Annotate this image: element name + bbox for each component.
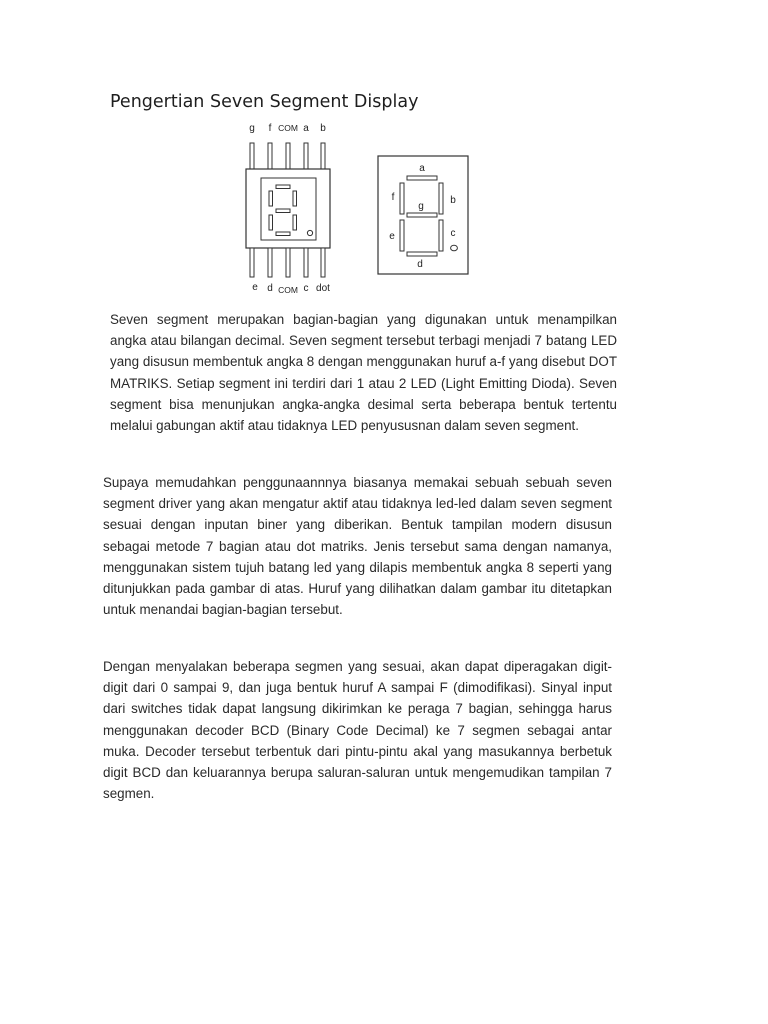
paragraph-2: Supaya memudahkan penggunaannnya biasanya memakai sebuah sebuah seven segment driver yang akan mengatur aktif atau tidaknya led-led dalam seven segment sesuai dengan inputan biner yang diberikan. Bentuk tampilan modern disusun sebagai metode 7 bagian atau dot matriks. Jenis tersebut sama dengan namanya, menggunakan sistem tujuh batang led yang dilapis membentuk angka 8 seperti yang ditunjukkan pada gambar di atas. Huruf yang dilihatkan dalam gambar itu ditetapkan untuk menandai bagian-bagian tersebut. bbox=[103, 475, 612, 618]
pin-label-f: f bbox=[268, 123, 272, 134]
pin-label-com-top: COM bbox=[278, 123, 298, 133]
segment-a bbox=[407, 176, 437, 180]
segment-label-a: a bbox=[419, 163, 425, 174]
pin-label-b: b bbox=[320, 123, 326, 134]
pin-label-com-bottom: COM bbox=[278, 285, 298, 295]
pin-label-g: g bbox=[249, 123, 255, 134]
paragraph-3: Dengan menyalakan beberapa segmen yang sesuai, akan dapat diperagakan digit-digit dari 0 sampai 9, dan juga bentuk huruf A sampai F (dimodifikasi). Sinyal input dari switches tidak dapat langsung dikirimkan ke peraga 7 bagian, sehingga harus menggunakan decoder BCD (Binary Code Decimal) ke 7 segmen sebagai antar muka. Decoder tersebut terbentuk dari pintu-pintu akal yang masukannya berbetuk digit BCD dan keluarannya berupa saluran-saluran untuk mengemudikan tampilan 7 segmen. bbox=[103, 659, 612, 802]
segment-f bbox=[400, 183, 404, 214]
pin-label-c: c bbox=[303, 283, 309, 294]
pin-label-d: d bbox=[267, 283, 273, 294]
segment-label-b: b bbox=[450, 195, 456, 206]
page-title: Pengertian Seven Segment Display bbox=[110, 92, 419, 112]
segment-label-f: f bbox=[391, 192, 395, 203]
segment-g bbox=[407, 213, 437, 217]
segment-label-g: g bbox=[418, 201, 424, 212]
seven-segment-figure bbox=[225, 118, 485, 300]
segment-d bbox=[407, 252, 437, 256]
segment-dot bbox=[451, 245, 458, 251]
segment-e bbox=[400, 220, 404, 251]
bottom-pins bbox=[250, 248, 325, 277]
pin-label-e: e bbox=[252, 282, 258, 293]
top-pins bbox=[250, 143, 325, 170]
segment-label-c: c bbox=[450, 228, 456, 239]
segment-b bbox=[439, 183, 443, 214]
paragraph-1: Seven segment merupakan bagian-bagian yang digunakan untuk menampilkan angka atau bilangan decimal. Seven segment tersebut terbagi menjadi 7 batang LED yang disusun membentuk angka 8 dengan menggunakan huruf a-f yang disebut DOT MATRIKS. Setiap segment ini terdiri dari 1 atau 2 LED (Light Emitting Dioda). Seven segment bisa menunjukan angka-angka desimal serta beberapa bentuk tertentu melalui gabungan aktif atau tidaknya LED penyususnan dalam seven segment. bbox=[110, 312, 617, 434]
segment-label-d: d bbox=[417, 259, 423, 270]
pin-label-a: a bbox=[303, 123, 309, 134]
segment-c bbox=[439, 220, 443, 251]
pin-label-dot: dot bbox=[316, 283, 330, 294]
segment-label-e: e bbox=[389, 231, 395, 242]
